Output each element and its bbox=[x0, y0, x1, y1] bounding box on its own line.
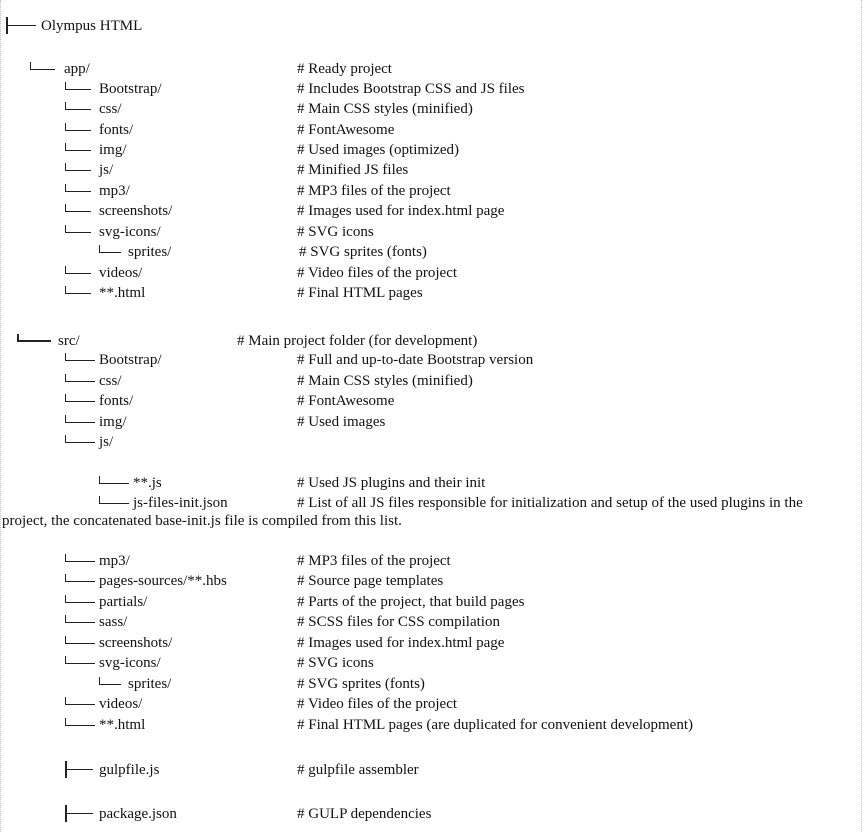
item-name: videos/ bbox=[99, 696, 143, 712]
item-name: js-files-init.json bbox=[133, 495, 228, 511]
item-comment: # MP3 files of the project bbox=[297, 183, 451, 199]
item-name: gulpfile.js bbox=[99, 762, 160, 778]
item-name: screenshots/ bbox=[99, 635, 173, 651]
item-comment: # SVG icons bbox=[297, 655, 374, 671]
item-name: img/ bbox=[99, 414, 127, 430]
item-name: videos/ bbox=[99, 265, 143, 281]
item-name: mp3/ bbox=[99, 553, 130, 569]
item-comment: # Final HTML pages bbox=[297, 285, 423, 301]
item-comment: # List of all JS files responsible for initialization and setup of the used plugins in the bbox=[297, 495, 803, 511]
item-comment: # MP3 files of the project bbox=[297, 553, 451, 569]
item-name: sprites/ bbox=[128, 676, 172, 692]
item-name: fonts/ bbox=[99, 393, 134, 409]
folder-name-app: app/ bbox=[64, 61, 90, 77]
item-comment: # Minified JS files bbox=[297, 162, 409, 178]
item-name: package.json bbox=[99, 806, 177, 822]
item-comment: # SVG sprites (fonts) bbox=[299, 244, 427, 260]
item-comment: # Images used for index.html page bbox=[297, 203, 505, 219]
page-border-left bbox=[0, 0, 1, 832]
folder-name-src: src/ bbox=[58, 333, 80, 349]
item-comment: # Final HTML pages (are duplicated for convenient development) bbox=[297, 717, 693, 733]
item-name: mp3/ bbox=[99, 183, 130, 199]
item-comment: # Main CSS styles (minified) bbox=[297, 373, 473, 389]
item-name: sprites/ bbox=[128, 244, 172, 260]
item-name: img/ bbox=[99, 142, 127, 158]
item-comment: # SVG sprites (fonts) bbox=[297, 676, 425, 692]
item-comment: # Video files of the project bbox=[297, 696, 458, 712]
comment-src: # Main project folder (for development) bbox=[237, 333, 478, 349]
item-name: **.js bbox=[133, 475, 162, 491]
item-comment: # FontAwesome bbox=[297, 393, 395, 409]
item-comment: # SVG icons bbox=[297, 224, 374, 240]
item-comment: # GULP dependencies bbox=[297, 806, 432, 822]
item-comment: # Images used for index.html page bbox=[297, 635, 505, 651]
root-label: Olympus HTML bbox=[41, 18, 143, 34]
page-border-right bbox=[861, 0, 862, 832]
comment-app: # Ready project bbox=[297, 61, 392, 77]
item-comment: # Includes Bootstrap CSS and JS files bbox=[297, 81, 525, 97]
item-name: js/ bbox=[99, 162, 114, 178]
item-comment: # Used JS plugins and their init bbox=[297, 475, 486, 491]
item-comment: # Full and up-to-date Bootstrap version bbox=[297, 352, 534, 368]
item-comment: # SCSS files for CSS compilation bbox=[297, 614, 500, 630]
item-comment: # Used images (optimized) bbox=[297, 142, 460, 158]
item-comment: # gulpfile assembler bbox=[297, 762, 419, 778]
item-comment: # Video files of the project bbox=[297, 265, 458, 281]
item-name: Bootstrap/ bbox=[99, 352, 162, 368]
item-comment: # FontAwesome bbox=[297, 122, 395, 138]
item-name: pages-sources/**.hbs bbox=[99, 573, 227, 589]
item-name: screenshots/ bbox=[99, 203, 173, 219]
item-comment: # Source page templates bbox=[297, 573, 444, 589]
item-name: sass/ bbox=[99, 614, 128, 630]
comment-continued-js-files-init: project, the concatenated base-init.js file is compiled from this list. bbox=[2, 513, 402, 529]
item-name: partials/ bbox=[99, 594, 148, 610]
item-name: **.html bbox=[99, 285, 146, 301]
item-comment: # Parts of the project, that build pages bbox=[297, 594, 525, 610]
item-comment: # Used images bbox=[297, 414, 386, 430]
item-name: js/ bbox=[99, 434, 114, 450]
item-name: css/ bbox=[99, 373, 122, 389]
item-name: **.html bbox=[99, 717, 146, 733]
item-name: Bootstrap/ bbox=[99, 81, 162, 97]
item-name: css/ bbox=[99, 101, 122, 117]
item-name: svg-icons/ bbox=[99, 224, 161, 240]
item-name: svg-icons/ bbox=[99, 655, 161, 671]
item-comment: # Main CSS styles (minified) bbox=[297, 101, 473, 117]
item-name: fonts/ bbox=[99, 122, 134, 138]
